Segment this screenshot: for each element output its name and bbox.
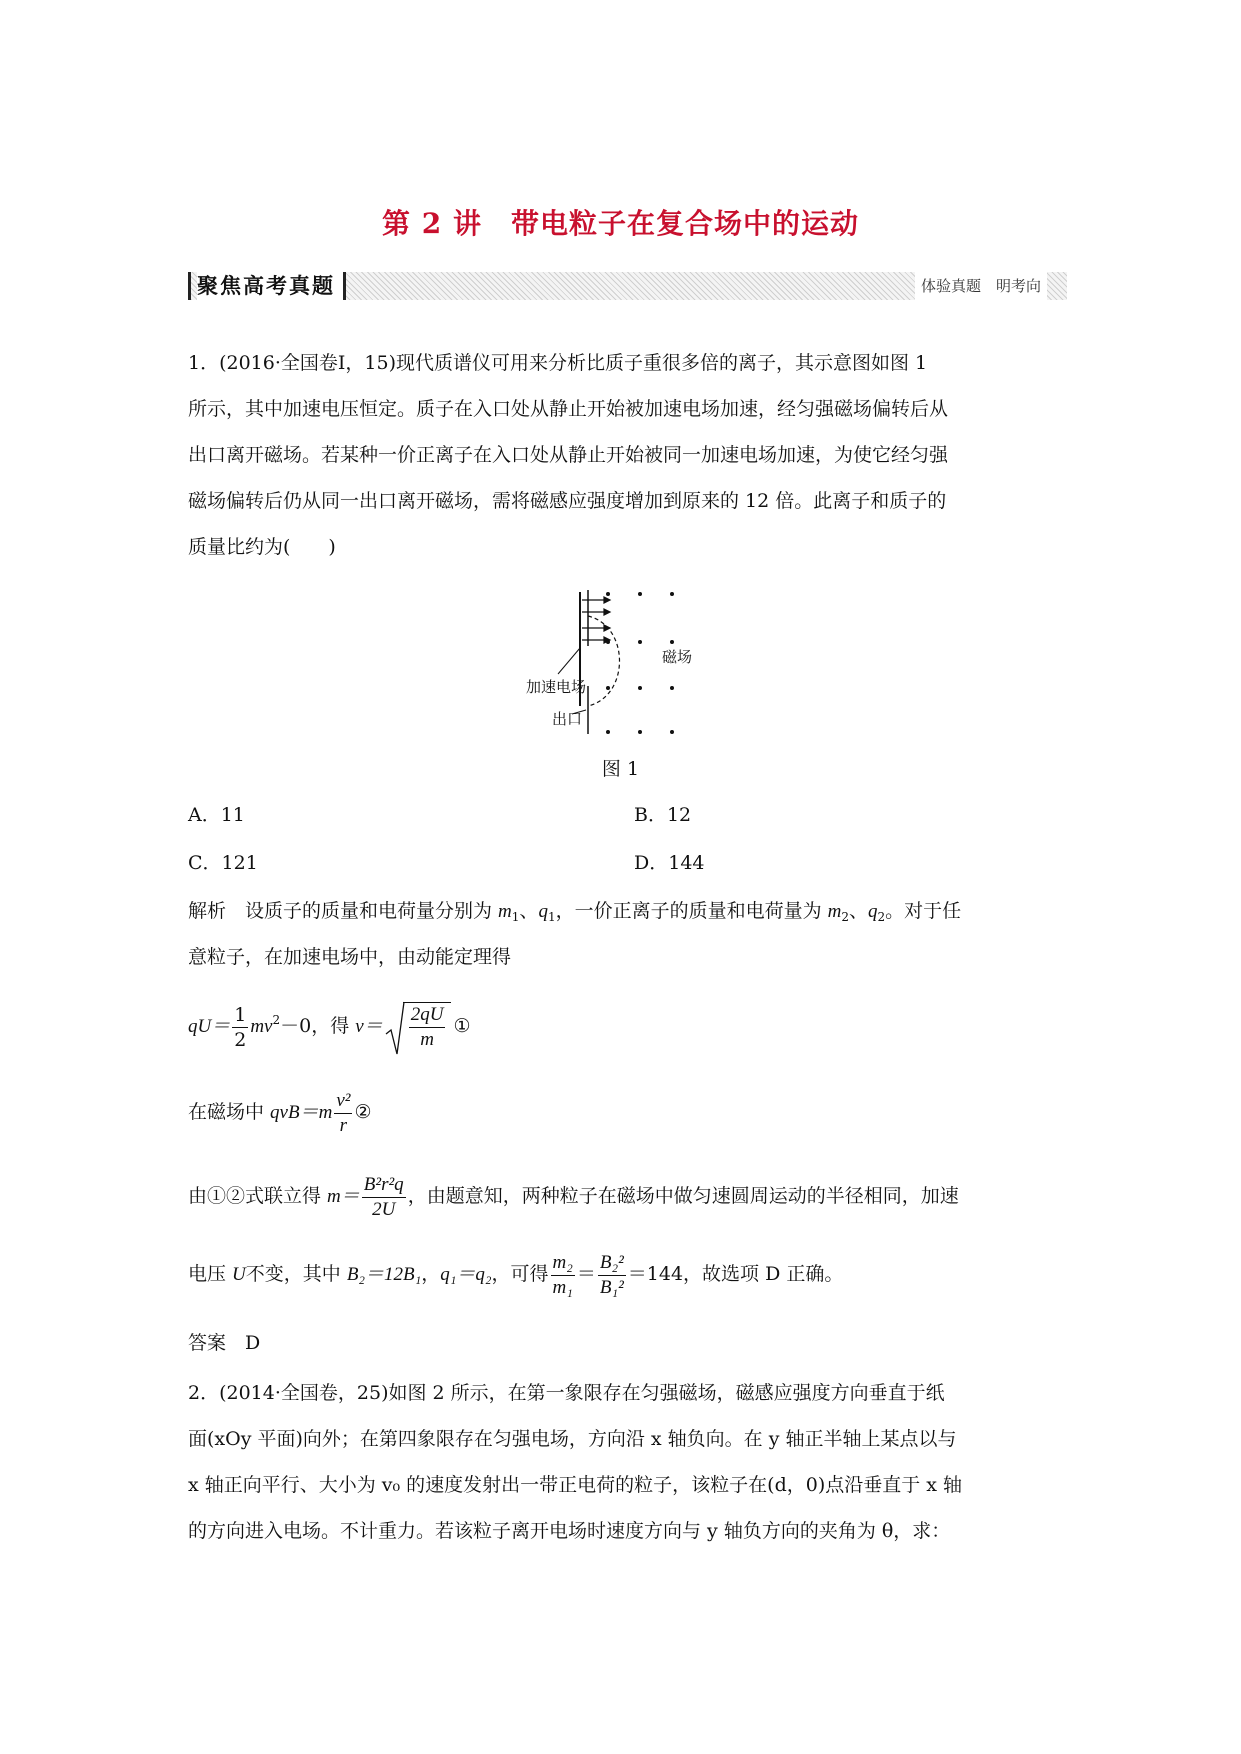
- q2-line-1: 2．(2014·全国卷，25)如图 2 所示，在第一象限存在匀强磁场，磁感应强度方向垂直于纸: [188, 1382, 945, 1404]
- lecture-title: 第 2 讲 带电粒子在复合场中的运动: [382, 207, 859, 240]
- solution-line-2: 意粒子，在加速电场中，由动能定理得: [188, 946, 512, 968]
- section-tag: 体验真题 明考向: [915, 272, 1047, 300]
- q2-line-4: 的方向进入电场。不计重力。若该粒子离开电场时速度方向与 y 轴负方向的夹角为 θ，求：: [188, 1520, 951, 1542]
- q2-line-2: 面(xOy 平面)向外；在第四象限存在匀强电场，方向沿 x 轴负向。在 y 轴正半轴上某点以与: [188, 1428, 957, 1450]
- figure-label-exit: 出口: [552, 710, 583, 728]
- solution-line-1: 解析 设质子的质量和电荷量分别为 $m_1$、$q_1$，一价正离子的质量和电荷量为 $m_2$、$q_2$。对于任: [188, 900, 962, 924]
- figure-1-caption: 图 1: [601, 758, 640, 780]
- figure-label-field: 加速电场: [526, 678, 587, 696]
- q1-line-2: 所示，其中加速电压恒定。质子在入口处从静止开始被加速电场加速，经匀强磁场偏转后从: [188, 398, 949, 420]
- figure-label-magnetic: 磁场: [662, 648, 693, 666]
- option-b: B．12: [634, 804, 692, 826]
- q2-line-3: x 轴正向平行、大小为 v₀ 的速度发射出一带正电荷的粒子，该粒子在(d，0)点沿垂直于 x 轴: [188, 1474, 963, 1496]
- equation-4: 电压 U不变，其中 B₂＝12B₁，q₁＝q₂，可得 $\frac{\text{m₂}}{\text{m₁}}$ ＝ $\frac{\text{B₂²}}{\text{B₁²}}$ ＝144，故选项 D 正确。: [188, 1251, 844, 1298]
- q1-line-5: 质量比约为( ): [188, 536, 336, 558]
- section-title: 聚焦高考真题: [197, 272, 346, 300]
- equation-2: 在磁场中 qvB＝m $\frac{\text{v²}}{r}$ ②: [188, 1089, 372, 1136]
- equation-1: qU＝ $\frac{1}{2}$ $mv^2-0$，得 v＝ $\frac{2qU}{m}$ ①: [188, 996, 1068, 1052]
- q1-line-3: 出口离开磁场。若某种一价正离子在入口处从静止开始被同一加速电场加速，为使它经匀强: [188, 444, 949, 466]
- option-a: A．11: [188, 804, 245, 826]
- equation-3: 由①②式联立得 m＝ $\frac{\text{B²r²q}}{2U}$ ，由题意知，两种粒子在磁场中做匀速圆周运动的半径相同，加速: [188, 1173, 959, 1220]
- answer: 答案 D: [188, 1332, 261, 1354]
- q1-line-4: 磁场偏转后仍从同一出口离开磁场，需将磁感应强度增加到原来的 12 倍。此离子和质子的: [188, 490, 947, 512]
- section-bar: [188, 272, 1067, 300]
- fraction-half: $\frac{1}{2}$: [234, 1003, 247, 1051]
- option-c: C．121: [188, 852, 258, 874]
- q1-line-1: 1．(2016·全国卷Ⅰ，15)现代质谱仪可用来分析比质子重很多倍的离子，其示意图如图 1: [188, 352, 928, 374]
- square-root: $\frac{2qU}{m}$: [385, 1002, 452, 1053]
- option-d: D．144: [634, 852, 705, 874]
